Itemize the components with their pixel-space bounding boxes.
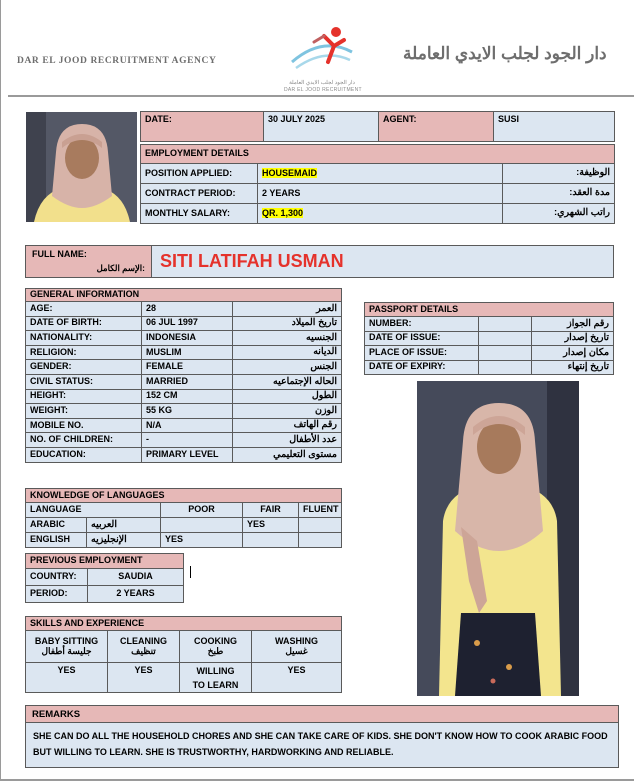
gender-value: FEMALE	[142, 360, 233, 375]
skill-cleaning-arabic: تنظيف	[131, 645, 156, 656]
header-divider	[8, 95, 634, 97]
fluent-column-header: FLUENT	[299, 503, 342, 518]
education-label-arabic: مستوى التعليمي	[233, 447, 342, 462]
height-label-arabic: الطول	[233, 389, 342, 404]
skill-cleaning	[108, 631, 180, 663]
passport-details-table	[364, 302, 614, 375]
page-border-left	[0, 0, 1, 781]
passport-details-title: PASSPORT DETAILS	[365, 303, 614, 317]
religion-label: RELIGION:	[26, 345, 142, 360]
skill-baby-sitting-arabic: جليسة أطفال	[41, 645, 92, 656]
english-label: ENGLISH	[26, 533, 87, 548]
salary-label: MONTHLY SALARY:	[141, 204, 258, 224]
agent-value: SUSI	[494, 112, 615, 142]
english-label-arabic: الإنجليزيه	[87, 533, 161, 548]
date-agent-table	[140, 111, 615, 142]
position-label-arabic: الوظيفة:	[503, 164, 615, 184]
nationality-value: INDONESIA	[142, 331, 233, 346]
skill-cooking-label: COOKING	[193, 635, 237, 646]
weight-label: WEIGHT:	[26, 404, 142, 419]
logo-text-arabic: دار الجود لجلب الايدي العاملة	[289, 80, 355, 86]
text-cursor	[190, 566, 191, 578]
issue-place-value	[479, 346, 532, 361]
skill-baby-sitting-value: YES	[26, 663, 108, 693]
skill-cooking-value: WILLING TO LEARN	[180, 663, 252, 693]
skill-cleaning-label: CLEANING	[120, 635, 167, 646]
full-name-label: FULL NAME:	[32, 249, 87, 259]
logo-figure-icon	[284, 22, 360, 82]
contract-value: 2 YEARS	[258, 184, 503, 204]
position-value-cell	[258, 164, 503, 184]
children-label: NO. OF CHILDREN:	[26, 433, 142, 448]
issue-place-label-arabic: مكان إصدار	[532, 346, 614, 361]
issue-place-label: PLACE OF ISSUE:	[365, 346, 479, 361]
salary-value-cell	[258, 204, 503, 224]
nationality-label: NATIONALITY:	[26, 331, 142, 346]
age-label: AGE:	[26, 302, 142, 317]
position-label: POSITION APPLIED:	[141, 164, 258, 184]
employment-details-table	[140, 144, 615, 224]
height-label: HEIGHT:	[26, 389, 142, 404]
expiry-date-label: DATE OF EXPIRY:	[365, 360, 479, 375]
education-label: EDUCATION:	[26, 447, 142, 462]
arabic-label: ARABIC	[26, 518, 87, 533]
remarks-title: REMARKS	[25, 705, 619, 723]
salary-label-arabic: راتب الشهري:	[503, 204, 615, 224]
skill-baby-sitting	[26, 631, 108, 663]
previous-employment-title: PREVIOUS EMPLOYMENT	[26, 554, 184, 569]
agency-logo	[284, 22, 360, 94]
passport-number-label-arabic: رقم الجواز	[532, 317, 614, 332]
arabic-poor	[161, 518, 243, 533]
age-value: 28	[142, 302, 233, 317]
issue-date-label-arabic: تاريخ إصدار	[532, 331, 614, 346]
agency-name-english: DAR EL JOOD RECRUITMENT AGENCY	[17, 56, 217, 66]
date-value: 30 JULY 2025	[264, 112, 379, 142]
height-value: 152 CM	[142, 389, 233, 404]
mobile-label: MOBILE NO.	[26, 418, 142, 433]
children-label-arabic: عدد الأطفال	[233, 433, 342, 448]
english-fluent	[299, 533, 342, 548]
date-label: DATE:	[141, 112, 264, 142]
remarks-text: SHE CAN DO ALL THE HOUSEHOLD CHORES AND SHE CAN TAKE CARE OF KIDS. SHE DON'T KNOW HOW TO COOK ARABIC FOOD BUT WILLING TO LEARN. SHE IS TRUSTWORTHY, HARDWORKING AND RELIABLE.	[25, 722, 619, 768]
employment-details-title: EMPLOYMENT DETAILS	[141, 145, 615, 164]
arabic-fluent	[299, 518, 342, 533]
arabic-fair: YES	[243, 518, 299, 533]
full-name-value: SITI LATIFAH USMAN	[151, 245, 614, 278]
skills-table	[25, 616, 342, 693]
dob-label: DATE OF BIRTH:	[26, 316, 142, 331]
languages-title: KNOWLEDGE OF LANGUAGES	[26, 489, 342, 503]
arabic-label-arabic: العربيه	[87, 518, 161, 533]
applicant-photo-small	[26, 112, 137, 222]
general-information-table	[25, 288, 342, 463]
expiry-date-value	[479, 360, 532, 375]
skill-cooking-arabic: طبخ	[207, 645, 224, 656]
mobile-value: N/A	[142, 418, 233, 433]
civil-status-label-arabic: الحاله الإجتماعيه	[233, 374, 342, 389]
gender-label: GENDER:	[26, 360, 142, 375]
poor-column-header: POOR	[161, 503, 243, 518]
dob-value: 06 JUL 1997	[142, 316, 233, 331]
full-name-label-arabic: الإسم الكامل:	[96, 263, 145, 273]
dob-label-arabic: تاريخ الميلاد	[233, 316, 342, 331]
skill-cleaning-value: YES	[108, 663, 180, 693]
previous-period-value: 2 YEARS	[88, 586, 184, 603]
education-value: PRIMARY LEVEL	[142, 447, 233, 462]
english-fair	[243, 533, 299, 548]
skill-washing-arabic: غسيل	[285, 645, 308, 656]
contract-label-arabic: مدة العقد:	[503, 184, 615, 204]
age-label-arabic: العمر	[233, 302, 342, 317]
agency-name-arabic: دار الجود لجلب الايدي العاملة	[403, 44, 607, 63]
agent-label: AGENT:	[379, 112, 494, 142]
skill-cooking	[180, 631, 252, 663]
gender-label-arabic: الجنس	[233, 360, 342, 375]
logo-text-english: DAR EL JOOD RECRUITMENT	[284, 87, 362, 93]
passport-number-value	[479, 317, 532, 332]
contract-label: CONTRACT PERIOD:	[141, 184, 258, 204]
weight-value: 55 KG	[142, 404, 233, 419]
weight-label-arabic: الوزن	[233, 404, 342, 419]
skill-baby-sitting-label: BABY SITTING	[34, 635, 99, 646]
skill-washing-label: WASHING	[274, 635, 318, 646]
salary-value: QR. 1,300	[262, 207, 304, 218]
remarks-section	[25, 705, 619, 768]
issue-date-label: DATE OF ISSUE:	[365, 331, 479, 346]
language-column-header: LANGUAGE	[26, 503, 161, 518]
previous-country-label: COUNTRY:	[26, 569, 88, 586]
skills-title: SKILLS AND EXPERIENCE	[26, 617, 342, 631]
civil-status-label: CIVIL STATUS:	[26, 374, 142, 389]
skill-washing-value: YES	[252, 663, 342, 693]
mobile-label-arabic: رقم الهاتف	[233, 418, 342, 433]
children-value: -	[142, 433, 233, 448]
nationality-label-arabic: الجنسيه	[233, 331, 342, 346]
skill-washing	[252, 631, 342, 663]
position-value: HOUSEMAID	[262, 167, 318, 178]
general-information-title: GENERAL INFORMATION	[26, 289, 342, 302]
english-poor: YES	[161, 533, 243, 548]
fair-column-header: FAIR	[243, 503, 299, 518]
languages-table	[25, 488, 342, 548]
applicant-photo-full	[417, 381, 579, 696]
previous-country-value: SAUDIA	[88, 569, 184, 586]
previous-employment-table	[25, 553, 184, 603]
full-name-label-cell	[25, 245, 152, 278]
passport-number-label: NUMBER:	[365, 317, 479, 332]
religion-value: MUSLIM	[142, 345, 233, 360]
full-name-box	[25, 245, 614, 278]
religion-label-arabic: الديانه	[233, 345, 342, 360]
issue-date-value	[479, 331, 532, 346]
civil-status-value: MARRIED	[142, 374, 233, 389]
previous-period-label: PERIOD:	[26, 586, 88, 603]
expiry-date-label-arabic: تاريخ إنتهاء	[532, 360, 614, 375]
